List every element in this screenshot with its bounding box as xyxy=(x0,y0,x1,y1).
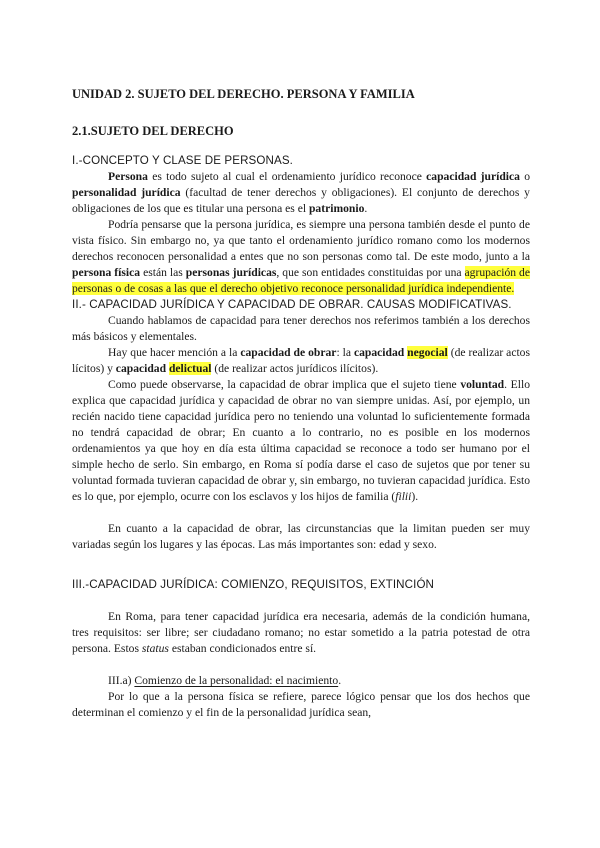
paragraph-voluntad: Como puede observarse, la capacidad de obrar implica que el sujeto tiene voluntad. Ello explica que capacidad jurídica y capacidad de obrar no van siempre unidas. Así, por ejemplo, un recién nacido tiene capacidad jurídica pero no teniendo una voluntad lo suficientemente formada no tendrá capacidad de obrar; En cuanto a lo contrario, no es posible en los modernos ordenamientos ya que hoy en día esta última capacidad se reconoce a todo ser humano por el simple hecho de serlo. Sin embargo, en Roma sí podía darse el caso de sujetos que por tener su voluntad formada tuvieran capacidad de obrar y, sin embargo, no tuvieran capacidad jurídica. Esto es lo que, por ejemplo, ocurre con los esclavos y los hijos de familia (filii). xyxy=(72,378,530,503)
heading-concepto: I.-CONCEPTO Y CLASE DE PERSONAS. xyxy=(72,154,293,167)
highlighted-text: agrupación de personas o de cosas a las que el derecho objetivo reconoce personalidad jurídica independiente. xyxy=(72,266,530,295)
unit-title: UNIDAD 2. SUJETO DEL DERECHO. PERSONA Y FAMILIA xyxy=(72,87,415,101)
highlighted-text: delictual xyxy=(168,362,212,375)
highlighted-text: negocial xyxy=(407,346,448,359)
spacer xyxy=(72,505,530,521)
heading-capacidad: II.- CAPACIDAD JURÍDICA Y CAPACIDAD DE OBRAR. CAUSAS MODIFICATIVAS. xyxy=(72,298,512,311)
paragraph-circunstancias: En cuanto a la capacidad de obrar, las circunstancias que la limitan pueden ser muy variadas según los lugares y las épocas. Las más importantes son: edad y sexo. xyxy=(72,522,530,551)
paragraph-derechos: Cuando hablamos de capacidad para tener derechos nos referimos también a los derechos más básicos y elementales. xyxy=(72,314,530,343)
paragraph-persona-fisica: Por lo que a la persona física se refiere, parece lógico pensar que los dos hechos que determinan el comienzo y el fin de la personalidad jurídica sean, xyxy=(72,690,530,719)
paragraph-persona-juridica: Podría pensarse que la persona jurídica, es siempre una persona también desde el punto de vista físico. Sin embargo no, ya que tanto el ordenamiento jurídico romano como los modernos derechos reconocen personalidad a entes que no son personas como tal. De este modo, junto a la persona física están las personas jurídicas, que son entidades constituidas por una agrupación de personas o de cosas a las que el derecho objetivo reconoce personalidad jurídica independiente. xyxy=(72,218,530,295)
paragraph-roma: En Roma, para tener capacidad jurídica era necesaria, además de la condición humana, tres requisitos: ser libre; ser ciudadano romano; no estar sometido a la patria potestad de otra persona. Estos status estaban condicionados entre sí. xyxy=(72,610,530,655)
spacer xyxy=(72,553,530,577)
paragraph-capacidad-obrar: Hay que hacer mención a la capacidad de obrar: la capacidad negocial (de realizar actos lícitos) y capacidad delictual (de realizar actos jurídicos ilícitos). xyxy=(72,346,530,375)
spacer xyxy=(72,657,530,673)
spacer xyxy=(72,593,530,609)
subheading-nacimiento: III.a) Comienzo de la personalidad: el nacimiento. xyxy=(108,674,342,687)
section-title: 2.1.SUJETO DEL DERECHO xyxy=(72,124,234,138)
heading-capacidad-juridica: III.-CAPACIDAD JURÍDICA: COMIENZO, REQUISITOS, EXTINCIÓN xyxy=(72,578,435,591)
paragraph-persona: Persona es todo sujeto al cual el ordenamiento jurídico reconoce capacidad jurídica o personalidad jurídica (facultad de tener derechos y obligaciones). El conjunto de derechos y obligaciones de los que es titular una persona es el patrimonio. xyxy=(72,170,530,215)
